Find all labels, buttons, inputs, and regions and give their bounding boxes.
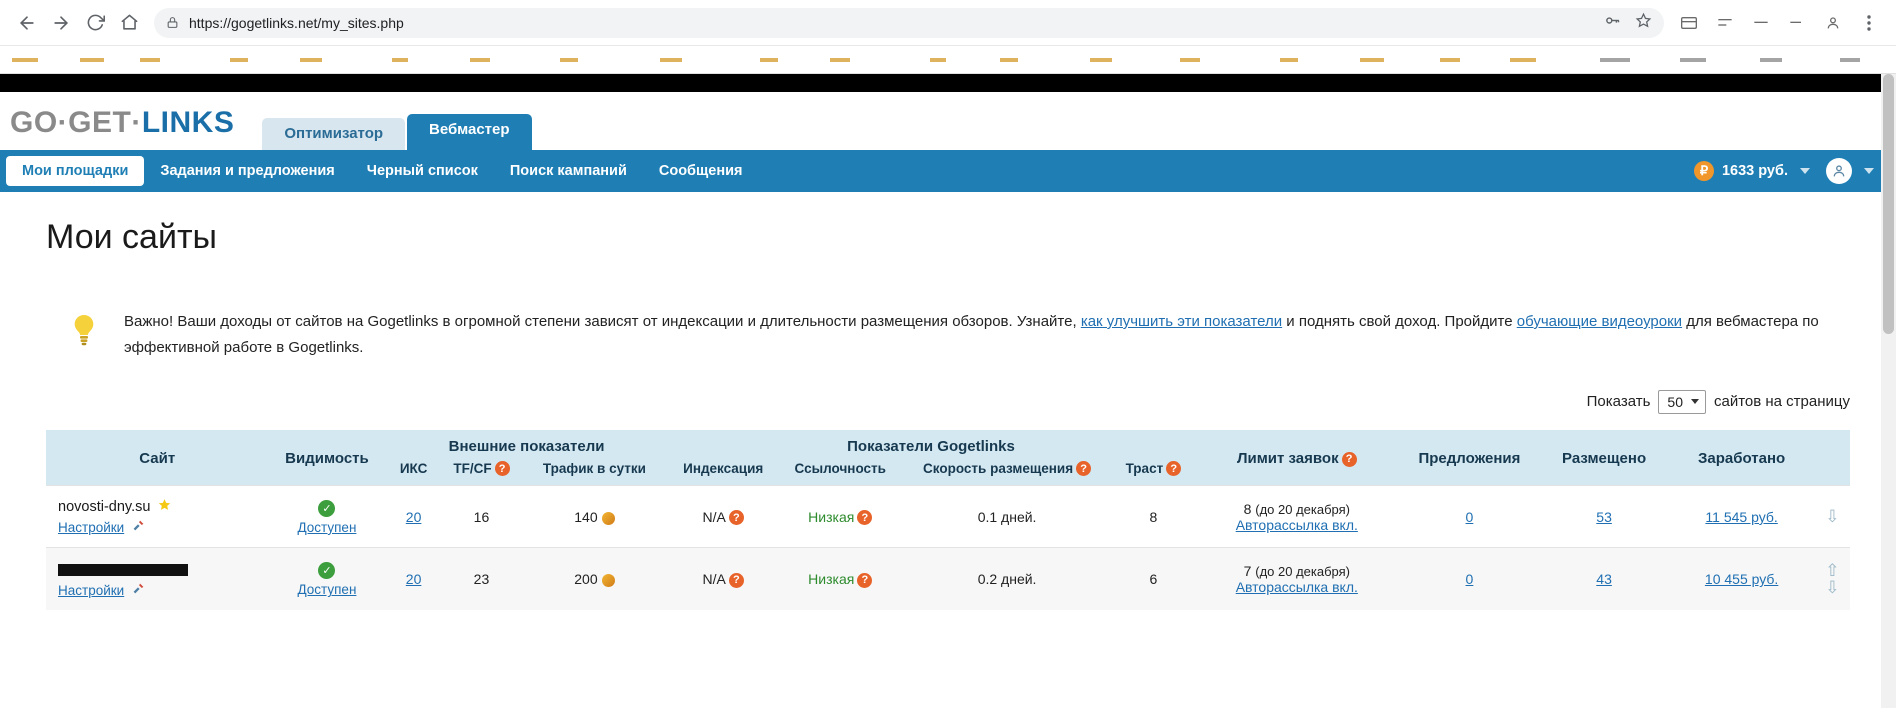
page-title: Мои сайты (46, 218, 217, 256)
col-limit-label: Лимит заявок (1236, 449, 1339, 467)
sites-table-body (46, 486, 1850, 611)
limit-note: (до 20 декабря) (1255, 564, 1350, 580)
col-speed-label: Скорость размещения (923, 460, 1074, 476)
settings-link[interactable]: Настройки (58, 520, 125, 536)
coin-icon (602, 574, 615, 587)
notice-link-videos[interactable]: обучающие видеоуроки (1516, 313, 1683, 330)
notice-text (110, 309, 1850, 362)
help-icon-linkness-row[interactable]: ? (857, 573, 872, 588)
nav-right-section (1694, 150, 1884, 192)
cell-placed (1540, 486, 1669, 548)
lightbulb-icon (58, 309, 110, 347)
tools-icon (132, 582, 145, 598)
availability-link[interactable]: Доступен (297, 519, 357, 535)
chevron-down-icon (1691, 399, 1699, 404)
help-icon-indexation[interactable]: ? (729, 573, 744, 588)
check-icon: ✓ (318, 562, 335, 579)
col-limit (1194, 430, 1399, 486)
ruble-coin-icon: ₽ (1694, 161, 1714, 181)
col-tfcf-label: TF/CF (453, 460, 492, 476)
page-scrollbar-thumb[interactable] (1883, 74, 1894, 334)
offers-value[interactable]: 0 (1465, 508, 1474, 525)
main-nav (0, 150, 1896, 192)
cell-linkness (779, 548, 902, 611)
indexation-value: N/A (702, 571, 726, 588)
nav-item-my-sites[interactable]: Мои площадки (6, 156, 144, 186)
bookmarks-bar[interactable] (0, 46, 1896, 74)
table-row[interactable] (46, 486, 1850, 548)
settings-link[interactable]: Настройки (58, 583, 125, 599)
browser-menu-icon[interactable] (1852, 6, 1886, 40)
move-down-icon[interactable]: ⇩ (1825, 578, 1840, 598)
check-icon: ✓ (318, 500, 335, 517)
col-placed: Размещено (1540, 430, 1669, 486)
help-icon-limit[interactable]: ? (1342, 452, 1357, 467)
autosend-link[interactable]: Авторассылка вкл. (1235, 516, 1358, 533)
cell-traffic (521, 486, 667, 548)
col-indexation: Индексация (668, 461, 779, 486)
cell-linkness (779, 486, 902, 548)
table-row[interactable] (46, 548, 1850, 611)
per-page-control (46, 390, 1850, 414)
cell-visibility (268, 486, 385, 548)
cell-limit (1194, 548, 1399, 611)
col-speed (902, 461, 1113, 486)
cell-speed: 0.1 дней. (902, 486, 1113, 548)
nav-item-tasks-offers[interactable]: Задания и предложения (160, 163, 335, 179)
col-earned: Заработано (1668, 430, 1814, 486)
sites-table (46, 430, 1850, 611)
site-header (0, 92, 1896, 150)
logo-sep-1: · (57, 106, 69, 139)
cell-indexation (668, 548, 779, 611)
limit-value: 8 (1243, 500, 1252, 517)
user-avatar-icon[interactable] (1826, 158, 1852, 184)
col-trust-label: Траст (1125, 460, 1164, 476)
traffic-value: 140 (574, 508, 598, 525)
cell-traffic (521, 548, 667, 611)
placed-value[interactable]: 43 (1596, 571, 1612, 588)
profile-icon[interactable] (1816, 6, 1850, 40)
balance-amount[interactable]: 1633 руб. (1721, 163, 1788, 179)
help-icon-trust[interactable]: ? (1166, 461, 1181, 476)
page-content (0, 218, 1896, 610)
page-top-band (0, 74, 1896, 92)
iks-value[interactable]: 20 (405, 508, 422, 525)
tools-icon (132, 519, 145, 535)
user-chevron-down-icon[interactable] (1864, 168, 1874, 174)
col-visibility: Видимость (268, 430, 385, 486)
move-up-icon[interactable]: ⇧ (1825, 561, 1840, 581)
logo-get: GET (68, 106, 132, 139)
role-tabs (262, 92, 533, 150)
earned-value[interactable]: 10 455 руб. (1704, 571, 1779, 588)
col-linkness: Ссылочность (779, 461, 902, 486)
bookmark-star-icon[interactable] (1635, 12, 1652, 34)
coin-icon (602, 512, 615, 525)
col-offers: Предложения (1399, 430, 1539, 486)
move-down-icon[interactable]: ⇩ (1825, 507, 1840, 527)
col-tfcf (442, 461, 522, 486)
key-icon[interactable] (1604, 12, 1621, 34)
browser-toolbar (0, 0, 1896, 46)
star-icon (158, 498, 171, 514)
iks-value[interactable]: 20 (405, 571, 422, 588)
cell-site (46, 548, 268, 611)
per-page-prefix: Показать (1586, 393, 1651, 410)
extension-icon-2[interactable] (1708, 6, 1742, 40)
cell-reorder (1815, 486, 1850, 548)
extension-icon-3[interactable] (1744, 6, 1778, 40)
lock-icon (166, 16, 179, 29)
cell-iks (385, 486, 441, 548)
col-traffic: Трафик в сутки (521, 461, 667, 486)
per-page-suffix: сайтов на страницу (1713, 393, 1850, 410)
tab-optimizer[interactable]: Оптимизатор (262, 118, 405, 150)
sites-table-head (46, 430, 1850, 486)
placed-value[interactable]: 53 (1596, 508, 1612, 525)
autosend-link[interactable]: Авторассылка вкл. (1235, 579, 1358, 596)
help-icon-linkness-row[interactable]: ? (857, 510, 872, 525)
notice-part-3: для вебмастера по эффективной работе в Gogetlinks. (124, 313, 1819, 357)
cell-tfcf: 16 (442, 486, 522, 548)
notice-part-1: Важно! Ваши доходы от сайтов на Gogetlinks в огромной степени зависят от индексации и длительности размещения обзоров. Узнайте, (124, 313, 1081, 330)
linkness-value: Низкая (808, 508, 855, 525)
col-group-gogetlinks: Показатели Gogetlinks (668, 430, 1195, 461)
home-icon[interactable] (112, 6, 146, 40)
earned-value[interactable]: 11 545 руб. (1705, 508, 1778, 525)
cell-reorder (1815, 548, 1850, 611)
notice-link-improve[interactable]: как улучшить эти показатели (1080, 313, 1283, 330)
cell-tfcf: 23 (442, 548, 522, 611)
cell-earned (1668, 486, 1814, 548)
help-icon-indexation[interactable]: ? (729, 510, 744, 525)
per-page-select[interactable] (1658, 390, 1706, 414)
cell-trust: 8 (1112, 486, 1194, 548)
logo-go: GO (10, 106, 58, 139)
address-bar-url: https://gogetlinks.net/my_sites.php (189, 14, 404, 31)
traffic-value: 200 (574, 571, 598, 588)
help-icon-speed[interactable]: ? (1076, 461, 1091, 476)
address-bar[interactable] (154, 8, 1664, 38)
col-group-external: Внешние показатели (385, 430, 667, 461)
cell-site (46, 486, 268, 548)
nav-item-campaign-search[interactable]: Поиск кампаний (509, 163, 627, 179)
page-scrollbar[interactable] (1881, 74, 1896, 708)
col-iks: ИКС (385, 461, 441, 486)
cell-offers (1399, 548, 1539, 611)
info-notice (46, 309, 1850, 362)
cell-visibility (268, 548, 385, 611)
logo-sep-2: · (131, 106, 142, 139)
site-name-redacted[interactable] (58, 564, 188, 576)
extension-icon-1[interactable] (1672, 6, 1706, 40)
cell-trust: 6 (1112, 548, 1194, 611)
gogetlinks-logo[interactable] (10, 106, 234, 150)
availability-link[interactable]: Доступен (297, 582, 357, 598)
logo-links: LINKS (141, 106, 235, 139)
reload-icon[interactable] (78, 6, 112, 40)
limit-note: (до 20 декабря) (1255, 501, 1350, 517)
col-site: Сайт (46, 430, 268, 486)
per-page-value: 50 (1667, 393, 1683, 410)
extension-icon-4[interactable] (1780, 6, 1814, 40)
help-icon-tfcf[interactable]: ? (495, 461, 510, 476)
table-group-header-row (46, 430, 1850, 461)
linkness-value: Низкая (808, 571, 855, 588)
cell-placed (1540, 548, 1669, 611)
cell-indexation (668, 486, 779, 548)
balance-chevron-down-icon[interactable] (1800, 168, 1810, 174)
back-icon[interactable] (10, 6, 44, 40)
limit-value: 7 (1243, 563, 1252, 580)
indexation-value: N/A (702, 508, 726, 525)
cell-offers (1399, 486, 1539, 548)
notice-part-2: и поднять свой доход. Пройдите (1282, 313, 1517, 330)
cell-speed: 0.2 дней. (902, 548, 1113, 611)
forward-icon[interactable] (44, 6, 78, 40)
site-name[interactable]: novosti-dny.su (58, 499, 151, 516)
offers-value[interactable]: 0 (1465, 571, 1474, 588)
tab-webmaster[interactable]: Вебмастер (407, 114, 531, 150)
browser-right-controls (1672, 6, 1886, 40)
nav-item-messages[interactable]: Сообщения (658, 163, 743, 179)
col-reorder (1815, 430, 1850, 486)
cell-limit (1194, 486, 1399, 548)
cell-earned (1668, 548, 1814, 611)
cell-iks (385, 548, 441, 611)
col-trust (1112, 461, 1194, 486)
nav-item-blacklist[interactable]: Черный список (366, 163, 478, 179)
